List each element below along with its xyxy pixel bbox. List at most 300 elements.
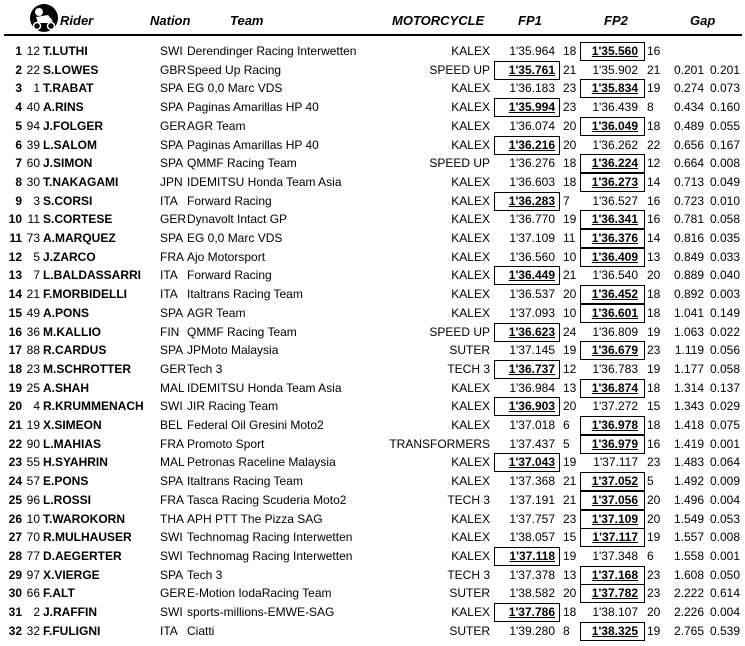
nation: SPA bbox=[160, 567, 184, 582]
team-name: IDEMITSU Honda Team Asia bbox=[187, 380, 342, 395]
motorcycle: KALEX bbox=[451, 174, 490, 189]
fp2-time: 1'38.325 bbox=[591, 623, 638, 638]
motorcycle: KALEX bbox=[451, 44, 490, 58]
motorcycle: KALEX bbox=[451, 418, 490, 432]
motorcycle: KALEX bbox=[451, 118, 490, 133]
team-name: JPMoto Malaysia bbox=[187, 343, 279, 358]
fp2-laps: 6 bbox=[647, 548, 654, 563]
team-name: Derendinger Racing Interwetten bbox=[187, 44, 357, 58]
header-divider bbox=[4, 34, 742, 36]
table-row bbox=[0, 323, 745, 342]
fp1-time: 1'35.964 bbox=[509, 44, 555, 58]
gap-previous: 0.137 bbox=[709, 380, 740, 395]
position: 25 bbox=[8, 492, 22, 507]
rider-name: J.RAFFIN bbox=[43, 605, 97, 619]
fp1-laps: 20 bbox=[563, 118, 577, 133]
fp1-laps: 20 bbox=[563, 586, 577, 601]
motorcycle: KALEX bbox=[451, 137, 490, 152]
position: 16 bbox=[8, 324, 22, 339]
fp1-laps: 19 bbox=[563, 343, 577, 358]
fp1-laps: 5 bbox=[563, 436, 570, 451]
rider-number: 55 bbox=[26, 455, 40, 470]
rider-number: 30 bbox=[26, 174, 40, 189]
fp1-time: 1'36.074 bbox=[509, 118, 555, 133]
gap-previous: 0.167 bbox=[709, 137, 740, 152]
team-name: Paginas Amarillas HP 40 bbox=[187, 137, 319, 152]
table-row bbox=[0, 304, 745, 323]
position: 29 bbox=[8, 567, 22, 582]
nation: SPA bbox=[160, 343, 184, 358]
fp2-laps: 19 bbox=[647, 623, 661, 638]
team-name: Forward Racing bbox=[187, 193, 272, 208]
gap-first: 0.713 bbox=[673, 174, 704, 189]
gap-first: 1.496 bbox=[673, 492, 704, 507]
nation: GER bbox=[160, 361, 187, 376]
fp2-laps: 16 bbox=[647, 44, 661, 58]
fp1-time: 1'37.437 bbox=[509, 436, 555, 451]
fp1-laps: 20 bbox=[563, 399, 577, 414]
position: 21 bbox=[8, 418, 22, 432]
rider-name: R.KRUMMENACH bbox=[43, 399, 144, 414]
team-name: Ciatti bbox=[187, 623, 215, 638]
motorcycle: KALEX bbox=[451, 548, 490, 563]
fp1-laps: 19 bbox=[563, 455, 577, 470]
position: 2 bbox=[15, 62, 22, 77]
gap-first: 0.664 bbox=[673, 156, 704, 171]
rider-number: 10 bbox=[26, 511, 40, 526]
fp2-time: 1'36.809 bbox=[592, 324, 638, 339]
nation: FIN bbox=[160, 324, 180, 339]
table-row bbox=[0, 285, 745, 304]
nation: SPA bbox=[160, 137, 184, 152]
rider-number: 57 bbox=[26, 474, 40, 489]
nation: SWI bbox=[160, 548, 183, 563]
gap-first: 0.201 bbox=[673, 62, 704, 77]
rider-name: S.CORTESE bbox=[43, 212, 113, 227]
gap-previous: 0.010 bbox=[709, 193, 740, 208]
gap-first: 1.608 bbox=[673, 567, 704, 582]
rider-number: 49 bbox=[26, 305, 40, 320]
table-row bbox=[0, 192, 745, 211]
fp2-laps: 12 bbox=[647, 156, 661, 171]
rider-name: A.SHAH bbox=[43, 380, 90, 395]
rider-number: 97 bbox=[26, 567, 40, 582]
nation: FRA bbox=[160, 492, 184, 507]
gap-previous: 0.614 bbox=[709, 586, 740, 601]
position: 24 bbox=[8, 474, 22, 489]
fp2-time: 1'38.107 bbox=[592, 605, 638, 619]
gap-previous: 0.003 bbox=[709, 287, 740, 302]
rider-name: L.BALDASSARRI bbox=[43, 268, 141, 283]
motorcycle: TECH 3 bbox=[447, 567, 490, 582]
table-row bbox=[0, 379, 745, 398]
fp2-time: 1'36.979 bbox=[591, 436, 638, 451]
fp2-time: 1'37.109 bbox=[591, 511, 638, 526]
rider-name: T.WAROKORN bbox=[43, 511, 125, 526]
table-row bbox=[0, 603, 745, 622]
fp1-laps: 21 bbox=[563, 492, 577, 507]
position: 4 bbox=[15, 100, 22, 115]
motorcycle: KALEX bbox=[451, 380, 490, 395]
nation: FRA bbox=[160, 436, 184, 451]
fp1-time: 1'37.109 bbox=[509, 231, 555, 245]
fp1-time: 1'37.378 bbox=[509, 567, 555, 582]
fp2-time: 1'37.117 bbox=[592, 530, 638, 545]
position: 5 bbox=[15, 118, 22, 133]
team-name: APH PTT The Pizza SAG bbox=[187, 511, 323, 526]
motorcycle-rider-icon bbox=[29, 3, 59, 33]
fp1-laps: 20 bbox=[563, 137, 577, 152]
motorcycle: SUTER bbox=[449, 343, 490, 358]
fp2-time: 1'37.272 bbox=[592, 399, 638, 414]
team-name: Paginas Amarillas HP 40 bbox=[187, 100, 319, 115]
fp1-time: 1'37.118 bbox=[509, 548, 555, 563]
fp1-laps: 23 bbox=[563, 511, 577, 526]
table-row bbox=[0, 528, 745, 547]
motorcycle: KALEX bbox=[451, 399, 490, 414]
fp1-laps: 18 bbox=[563, 44, 577, 58]
fp2-time: 1'36.783 bbox=[592, 361, 638, 376]
motorcycle: TECH 3 bbox=[447, 361, 490, 376]
rider-number: 36 bbox=[26, 324, 40, 339]
fp2-laps: 20 bbox=[647, 268, 661, 283]
fp2-time: 1'36.409 bbox=[591, 249, 638, 264]
nation: SPA bbox=[160, 100, 184, 115]
gap-previous: 0.040 bbox=[709, 268, 740, 283]
rider-number: 40 bbox=[26, 100, 40, 115]
rider-name: F.ALT bbox=[43, 586, 75, 601]
fp2-laps: 23 bbox=[647, 455, 661, 470]
team-name: Forward Racing bbox=[187, 268, 272, 283]
team-name: Technomag Racing Interwetten bbox=[187, 548, 353, 563]
gap-previous: 0.539 bbox=[709, 623, 740, 638]
rider-name: X.SIMEON bbox=[43, 418, 102, 432]
fp1-laps: 18 bbox=[563, 174, 577, 189]
motorcycle: TRANSFORMERS bbox=[389, 436, 490, 451]
header-motorcycle: MOTORCYCLE bbox=[392, 13, 485, 28]
table-row bbox=[0, 136, 745, 155]
rider-number: 12 bbox=[26, 44, 40, 58]
motorcycle: KALEX bbox=[451, 100, 490, 115]
nation: FRA bbox=[160, 249, 184, 264]
gap-previous: 0.004 bbox=[709, 605, 740, 619]
motorcycle: KALEX bbox=[451, 249, 490, 264]
nation: BEL bbox=[160, 418, 183, 432]
table-row bbox=[0, 453, 745, 472]
rider-number: 1 bbox=[33, 81, 40, 96]
nation: SWI bbox=[160, 44, 183, 58]
gap-previous: 0.008 bbox=[709, 156, 740, 171]
rider-number: 66 bbox=[26, 586, 40, 601]
fp1-time: 1'36.216 bbox=[508, 137, 555, 152]
fp1-laps: 23 bbox=[563, 100, 577, 115]
fp2-laps: 23 bbox=[647, 567, 661, 582]
fp1-laps: 6 bbox=[563, 418, 570, 432]
position: 12 bbox=[8, 249, 22, 264]
gap-previous: 0.009 bbox=[709, 474, 740, 489]
team-name: EG 0,0 Marc VDS bbox=[187, 81, 283, 96]
fp2-time: 1'36.540 bbox=[592, 268, 638, 283]
table-row bbox=[0, 341, 745, 360]
gap-previous: 0.049 bbox=[709, 174, 740, 189]
fp1-time: 1'38.582 bbox=[509, 586, 555, 601]
gap-previous: 0.022 bbox=[709, 324, 740, 339]
table-row bbox=[0, 248, 745, 267]
fp2-time: 1'36.874 bbox=[591, 380, 638, 395]
rider-name: H.SYAHRIN bbox=[43, 455, 108, 470]
gap-previous: 0.058 bbox=[709, 212, 740, 227]
fp2-time: 1'35.834 bbox=[591, 81, 638, 96]
position: 27 bbox=[8, 530, 22, 545]
rider-name: A.MARQUEZ bbox=[43, 231, 116, 245]
fp2-time: 1'37.052 bbox=[591, 474, 638, 489]
position: 30 bbox=[8, 586, 22, 601]
rider-name: F.MORBIDELLI bbox=[43, 287, 127, 302]
rider-number: 7 bbox=[33, 268, 40, 283]
nation: SPA bbox=[160, 305, 184, 320]
rider-name: J.SIMON bbox=[43, 156, 93, 171]
fp2-laps: 19 bbox=[647, 361, 661, 376]
nation: SWI bbox=[160, 530, 183, 545]
rider-name: T.LUTHI bbox=[43, 44, 88, 58]
table-row bbox=[0, 210, 745, 229]
fp1-time: 1'36.276 bbox=[509, 156, 555, 171]
rider-name: M.SCHROTTER bbox=[43, 361, 131, 376]
rider-number: 25 bbox=[26, 380, 40, 395]
table-row bbox=[0, 416, 745, 435]
fp2-laps: 23 bbox=[647, 586, 661, 601]
motorcycle: SUTER bbox=[449, 623, 490, 638]
fp1-laps: 24 bbox=[563, 324, 577, 339]
gap-first: 2.765 bbox=[673, 623, 704, 638]
position: 18 bbox=[8, 361, 22, 376]
fp2-laps: 21 bbox=[647, 62, 661, 77]
table-row bbox=[0, 472, 745, 491]
fp1-time: 1'36.560 bbox=[509, 249, 555, 264]
position: 13 bbox=[8, 268, 22, 283]
gap-previous: 0.064 bbox=[709, 455, 740, 470]
nation: GER bbox=[160, 118, 187, 133]
position: 3 bbox=[15, 81, 22, 96]
team-name: Speed Up Racing bbox=[187, 62, 282, 77]
gap-first: 1.557 bbox=[673, 530, 704, 545]
team-name: Italtrans Racing Team bbox=[187, 474, 303, 489]
fp2-time: 1'35.902 bbox=[592, 62, 638, 77]
team-name: E-Motion IodaRacing Team bbox=[187, 586, 332, 601]
table-row bbox=[0, 584, 745, 603]
gap-previous: 0.001 bbox=[709, 436, 740, 451]
fp1-laps: 11 bbox=[563, 231, 576, 245]
team-name: JIR Racing Team bbox=[187, 399, 279, 414]
table-row bbox=[0, 42, 745, 61]
team-name: Tech 3 bbox=[187, 567, 223, 582]
table-row bbox=[0, 61, 745, 80]
nation: JPN bbox=[160, 174, 183, 189]
fp2-laps: 23 bbox=[647, 343, 661, 358]
motorcycle: KALEX bbox=[451, 231, 490, 245]
fp1-time: 1'36.183 bbox=[509, 81, 555, 96]
fp2-time: 1'36.376 bbox=[591, 231, 638, 245]
fp2-laps: 19 bbox=[647, 324, 661, 339]
rider-number: 5 bbox=[33, 249, 40, 264]
fp2-time: 1'36.452 bbox=[591, 287, 638, 302]
fp2-laps: 16 bbox=[647, 193, 661, 208]
fp2-laps: 5 bbox=[647, 474, 654, 489]
nation: GBR bbox=[160, 62, 187, 77]
nation: ITA bbox=[160, 193, 178, 208]
gap-first: 0.656 bbox=[673, 137, 704, 152]
rider-name: L.MAHIAS bbox=[43, 436, 101, 451]
fp2-laps: 16 bbox=[647, 212, 661, 227]
fp1-time: 1'36.283 bbox=[508, 193, 555, 208]
gap-first: 0.723 bbox=[673, 193, 704, 208]
nation: SPA bbox=[160, 474, 184, 489]
header-rider: Rider bbox=[60, 13, 94, 28]
gap-previous: 0.029 bbox=[709, 399, 740, 414]
position: 32 bbox=[8, 623, 22, 638]
gap-previous: 0.149 bbox=[709, 305, 740, 320]
position: 28 bbox=[8, 548, 22, 563]
rider-number: 77 bbox=[26, 548, 40, 563]
fp2-laps: 8 bbox=[647, 100, 654, 115]
rider-name: A.RINS bbox=[43, 100, 84, 115]
motorcycle: KALEX bbox=[451, 305, 490, 320]
team-name: Ajo Motorsport bbox=[187, 249, 266, 264]
team-name: QMMF Racing Team bbox=[187, 156, 297, 171]
table-row bbox=[0, 79, 745, 98]
rider-name: X.VIERGE bbox=[43, 567, 100, 582]
gap-previous: 0.050 bbox=[709, 567, 740, 582]
position: 31 bbox=[8, 605, 22, 619]
motorcycle: SPEED UP bbox=[429, 62, 490, 77]
rider-name: A.PONS bbox=[43, 305, 90, 320]
gap-previous: 0.053 bbox=[709, 511, 740, 526]
gap-previous: 0.035 bbox=[709, 231, 740, 245]
rider-number: 3 bbox=[33, 193, 40, 208]
gap-first: 0.889 bbox=[673, 268, 704, 283]
table-row bbox=[0, 566, 745, 585]
team-name: Technomag Racing Interwetten bbox=[187, 530, 353, 545]
fp2-time: 1'36.262 bbox=[592, 137, 638, 152]
gap-previous: 0.058 bbox=[709, 361, 740, 376]
table-row bbox=[0, 491, 745, 510]
fp2-time: 1'36.978 bbox=[591, 418, 638, 432]
fp2-laps: 13 bbox=[647, 249, 661, 264]
fp1-time: 1'35.994 bbox=[508, 100, 555, 115]
header-gap: Gap bbox=[690, 13, 716, 28]
fp2-laps: 20 bbox=[647, 492, 661, 507]
team-name: Tech 3 bbox=[187, 361, 223, 376]
motorcycle: KALEX bbox=[451, 511, 490, 526]
gap-first: 1.343 bbox=[673, 399, 704, 414]
position: 26 bbox=[8, 511, 22, 526]
gap-first: 0.781 bbox=[673, 212, 704, 227]
team-name: Federal Oil Gresini Moto2 bbox=[187, 418, 324, 432]
rider-name: J.FOLGER bbox=[43, 118, 104, 133]
rider-number: 4 bbox=[33, 399, 40, 414]
fp2-laps: 20 bbox=[647, 511, 661, 526]
table-row bbox=[0, 547, 745, 566]
fp2-time: 1'37.056 bbox=[591, 492, 638, 507]
gap-previous: 0.201 bbox=[709, 62, 740, 77]
fp2-laps: 18 bbox=[647, 287, 661, 302]
rider-name: F.FULIGNI bbox=[43, 623, 101, 638]
motorcycle: SPEED UP bbox=[429, 324, 490, 339]
rider-number: 88 bbox=[26, 343, 40, 358]
fp2-time: 1'36.341 bbox=[591, 212, 638, 227]
rider-number: 70 bbox=[26, 530, 40, 545]
fp2-laps: 18 bbox=[647, 380, 661, 395]
fp1-laps: 21 bbox=[563, 62, 577, 77]
team-name: Petronas Raceline Malaysia bbox=[187, 455, 336, 470]
gap-first: 1.119 bbox=[674, 343, 704, 358]
motorcycle: KALEX bbox=[451, 81, 490, 96]
gap-first: 1.314 bbox=[673, 380, 704, 395]
motorcycle: KALEX bbox=[451, 605, 490, 619]
fp1-time: 1'36.770 bbox=[509, 212, 555, 227]
position: 10 bbox=[8, 212, 22, 227]
fp2-time: 1'36.679 bbox=[591, 343, 638, 358]
fp1-time: 1'38.057 bbox=[509, 530, 555, 545]
fp1-laps: 19 bbox=[563, 548, 577, 563]
gap-previous: 0.073 bbox=[709, 81, 740, 96]
rider-name: L.ROSSI bbox=[43, 492, 92, 507]
position: 8 bbox=[15, 174, 22, 189]
rider-number: 21 bbox=[26, 287, 40, 302]
fp2-laps: 19 bbox=[647, 81, 661, 96]
fp1-laps: 10 bbox=[563, 305, 577, 320]
table-row bbox=[0, 173, 745, 192]
gap-first: 1.483 bbox=[673, 455, 704, 470]
motorcycle: TECH 3 bbox=[447, 492, 490, 507]
table-row bbox=[0, 360, 745, 379]
fp2-laps: 14 bbox=[647, 231, 661, 245]
fp2-laps: 18 bbox=[647, 118, 661, 133]
fp1-laps: 12 bbox=[563, 361, 577, 376]
team-name: sports-millions-EMWE-SAG bbox=[187, 605, 335, 619]
fp1-time: 1'37.145 bbox=[509, 343, 555, 358]
team-name: AGR Team bbox=[187, 118, 246, 133]
motorcycle: KALEX bbox=[451, 193, 490, 208]
fp2-time: 1'36.224 bbox=[591, 156, 638, 171]
gap-first: 0.849 bbox=[673, 249, 704, 264]
team-name: EG 0,0 Marc VDS bbox=[187, 231, 283, 245]
rider-number: 73 bbox=[26, 231, 40, 245]
fp1-time: 1'37.018 bbox=[509, 418, 555, 432]
position: 7 bbox=[15, 156, 22, 171]
rider-name: L.SALOM bbox=[43, 137, 97, 152]
gap-first: 2.222 bbox=[673, 586, 704, 601]
position: 11 bbox=[9, 231, 22, 245]
rider-number: 19 bbox=[26, 418, 40, 432]
nation: ITA bbox=[160, 287, 178, 302]
rider-number: 60 bbox=[26, 156, 40, 171]
gap-first: 1.418 bbox=[673, 418, 704, 432]
table-row bbox=[0, 98, 745, 117]
rider-number: 23 bbox=[26, 361, 40, 376]
table-row bbox=[0, 266, 745, 285]
gap-first: 1.177 bbox=[673, 361, 704, 376]
fp1-laps: 20 bbox=[563, 287, 577, 302]
fp2-laps: 18 bbox=[647, 305, 661, 320]
position: 23 bbox=[8, 455, 22, 470]
gap-first: 1.041 bbox=[673, 305, 704, 320]
rider-number: 22 bbox=[26, 62, 40, 77]
nation: SPA bbox=[160, 231, 184, 245]
nation: SWI bbox=[160, 399, 183, 414]
position: 19 bbox=[8, 380, 22, 395]
fp1-laps: 13 bbox=[563, 380, 577, 395]
